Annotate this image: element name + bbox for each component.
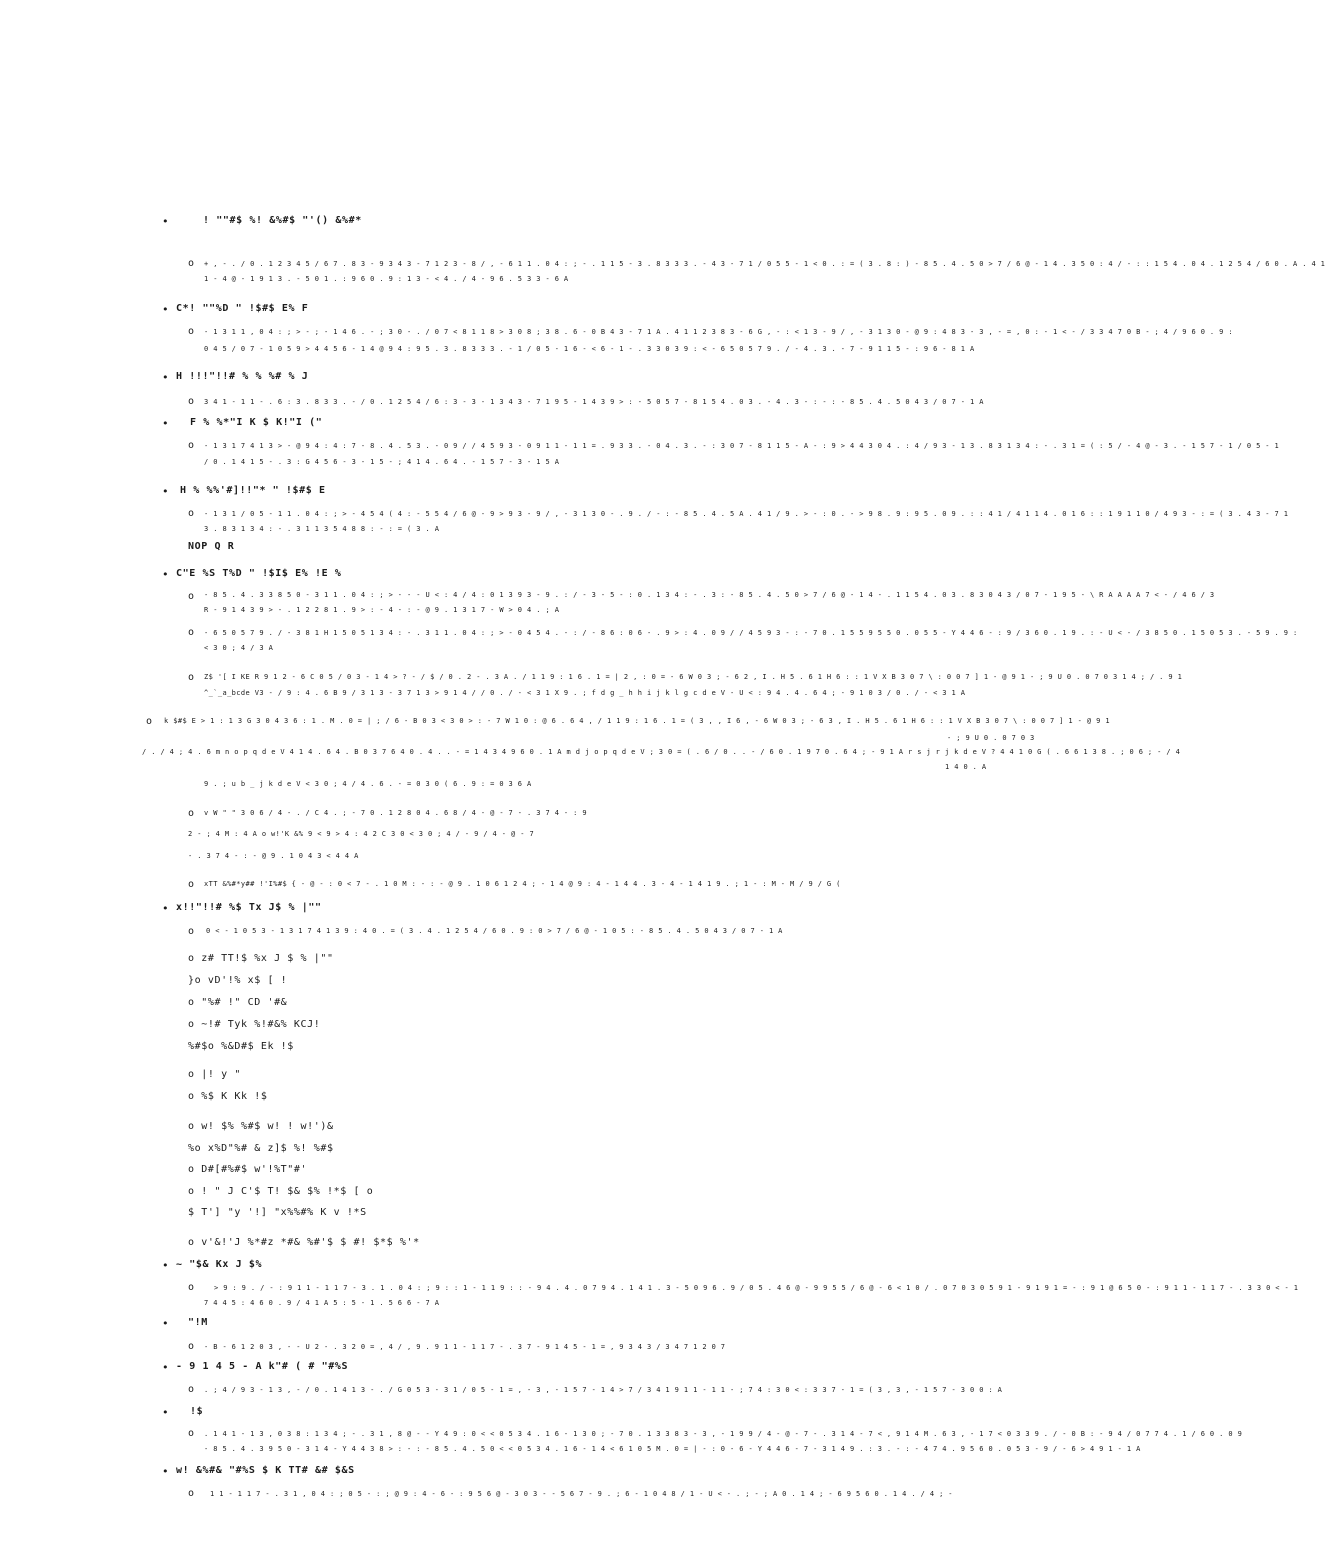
sub-bullet-marker: o: [188, 396, 195, 407]
bullet-marker: •: [162, 1406, 169, 1419]
bullet-marker: •: [162, 1361, 169, 1374]
sub-bullet-marker: o: [188, 1282, 195, 1293]
sub-bullet-marker: o: [188, 326, 195, 337]
list-item-text: k $#$ E > 1 : 1 3 G 3 0 4 3 6 : 1 . M . 0 = | ; / 6 - B 0 3 < 3 0 > : - 7 W 1 0 : @ 6 . 6 4 , / 1 1 9 : 1 6 . 1 = ( 3 , , I 6 , - 6 W 0 3 ; - 6 3 , I . H 5 . 6 1 H 6 : : 1 V X B 3 0 7 \ : 0 0 7 ] 1 - @ 9 1: [164, 717, 1110, 725]
list-item-heading: ! ""#$ %! &%#$ "'() &%#*: [203, 215, 362, 226]
list-item-text: o w! $% %#$ w! ! w!')&: [188, 1121, 334, 1132]
list-item-text: / 0 . 1 4 1 5 - . 3 : G 4 5 6 - 3 - 1 5 - ; 4 1 4 . 6 4 . - 1 5 7 - 3 - 1 5 A: [204, 458, 560, 466]
list-item-text: 1 4 0 . A: [945, 763, 987, 771]
sub-bullet-marker: o: [188, 440, 195, 451]
list-item-text: o %$ K Kk !$: [188, 1091, 268, 1102]
list-item-heading: - 9 1 4 5 - A k"# ( # "#%S: [176, 1361, 349, 1372]
list-item-text: - 1 3 1 / 0 5 - 1 1 . 0 4 : ; > - 4 5 4 ( 4 : - 5 5 4 / 6 @ - 9 > 9 3 - 9 / , - 3 1 3 0 - . 9 . / - : - 8 5 . 4 . 5 A . 4 1 / 9 . > - : 0 . - > 9 8 . 9 : 9 5 . 0 9 . : : 4 1 / 4 1 1 4 . 0 1 6 : : 1 9 1 1 0 / 4 9 3 - : = ( 3 . 4 3 - 7 1: [204, 510, 1289, 518]
sub-bullet-marker: o: [188, 1488, 195, 1499]
list-item-heading: "!M: [188, 1317, 208, 1328]
bullet-marker: •: [162, 1259, 169, 1272]
list-item-text: . 1 4 1 - 1 3 , 0 3 8 : 1 3 4 ; - . 3 1 , 8 @ - - Y 4 9 : 0 < < 0 5 3 4 . 1 6 - 1 3 0 ; - 7 0 . 1 3 3 8 3 - 3 , - 1 9 9 / 4 - @ - 7 - . 3 1 4 - 7 < , 9 1 4 M . 6 3 , - 1 7 < 0 3 3 9 . / - 0 B : - 9 4 / 0 7 7 4 . 1 / 6 0 . 0 9: [204, 1430, 1243, 1438]
list-item-text: o ! " J C'$ T! $& $% !*$ [ o: [188, 1186, 374, 1197]
list-item-text: 3 4 1 - 1 1 - . 6 : 3 . 8 3 3 . - / 0 . 1 2 5 4 / 6 : 3 - 3 - 1 3 4 3 - 7 1 9 5 - 1 4 3 9 > : - 5 0 5 7 - 8 1 5 4 . 0 3 . - 4 . 3 - : - : - 8 5 . 4 . 5 0 4 3 / 0 7 - 1 A: [204, 398, 984, 406]
list-item-text: - ; 9 U 0 . 0 7 0 3: [947, 734, 1035, 742]
sub-bullet-marker: o: [188, 508, 195, 519]
list-item-text: - 8 5 . 4 . 3 3 8 5 0 - 3 1 1 . 0 4 : ; > - - - U < : 4 / 4 : 0 1 3 9 3 - 9 . : / - 3 - 5 - : 0 . 1 3 4 : - . 3 : - 8 5 . 4 . 5 0 > 7 / 6 @ - 1 4 - . 1 1 5 4 . 0 3 . 8 3 0 4 3 / 0 7 - 1 9 5 - \ R A A A A 7 < - / 4 6 / 3: [204, 591, 1215, 599]
sub-bullet-marker: o: [188, 1384, 195, 1395]
list-item-text: xTT &%#*y## !'I%#$ { - @ - : 0 < 7 - . 1 0 M : - : - @ 9 . 1 0 6 1 2 4 ; - 1 4 @ 9 : 4 - 1 4 4 . 3 - 4 - 1 4 1 9 . ; 1 - : M - M / 9 / G (: [204, 880, 841, 888]
sub-bullet-marker: o: [188, 1341, 195, 1352]
bullet-marker: •: [162, 371, 169, 384]
list-item-text: - 1 3 1 7 4 1 3 > - @ 9 4 : 4 : 7 - 8 . 4 . 5 3 . - 0 9 / / 4 5 9 3 - 0 9 1 1 - 1 1 = . 9 3 3 . - 0 4 . 3 . - : 3 0 7 - 8 1 1 5 - A - : 9 > 4 4 3 0 4 . : 4 / 9 3 - 1 3 . 8 3 1 3 4 : - . 3 1 = ( : 5 / - 4 @ - 3 . - 1 5 7 - 1 / 0 5 - 1: [204, 442, 1280, 450]
list-item-text: %o x%D"%# & z]$ %! %#$: [188, 1143, 334, 1154]
list-item-text: o ~!# Tyk %!#&% KCJ!: [188, 1019, 321, 1030]
sub-bullet-marker: o: [188, 258, 195, 269]
list-item-text: < 3 0 ; 4 / 3 A: [204, 644, 274, 652]
list-item-text: ^_`_a_bcde V3 - / 9 : 4 . 6 B 9 / 3 1 3 - 3 7 1 3 > 9 1 4 / / 0 . / - < 3 1 X 9 . ; f d g _ h h i j k l g c d e V - U < : 9 4 . 4 . 6 4 ; - 9 1 0 3 / 0 . / - < 3 1 A: [204, 689, 966, 697]
list-item-heading: !$: [190, 1406, 204, 1417]
list-item-heading: C"E %S T%D " !$I$ E% !E %: [176, 568, 342, 579]
bullet-marker: •: [162, 303, 169, 316]
list-item-heading: w! &%#& "#%S $ K TT# &# $&S: [176, 1465, 355, 1476]
list-item-text: o v'&!'J %*#z *#& %#'$ $ #! $*$ %'*: [188, 1237, 420, 1248]
list-item-text: o "%# !" CD '#&: [188, 997, 288, 1008]
list-item-text: 0 < - 1 0 5 3 - 1 3 1 7 4 1 3 9 : 4 0 . = ( 3 . 4 . 1 2 5 4 / 6 0 . 9 : 0 > 7 / 6 @ - 1 0 5 : - 8 5 . 4 . 5 0 4 3 / 0 7 - 1 A: [206, 927, 783, 935]
list-item-text: o D#[#%#$ w'!%T"#': [188, 1164, 308, 1175]
bullet-marker: •: [162, 1465, 169, 1478]
sub-bullet-marker: o: [188, 591, 195, 602]
list-item-text: - 8 5 . 4 . 3 9 5 0 - 3 1 4 - Y 4 4 3 8 > : - : - 8 5 . 4 . 5 0 < < 0 5 3 4 . 1 6 - 1 4 < 6 1 0 5 M . 0 = | - : 0 - 6 - Y 4 4 6 - 7 - 3 1 4 9 . : 3 . - : - 4 7 4 . 9 5 6 0 . 0 5 3 - 9 / - 6 > 4 9 1 - 1 A: [204, 1445, 1141, 1453]
list-item-text: - 6 5 0 5 7 9 . / - 3 8 1 H 1 5 0 5 1 3 4 : - . 3 1 1 . 0 4 : ; > - 0 4 5 4 . - : / - 8 6 : 0 6 - . 9 > : 4 . 0 9 / / 4 5 9 3 - : - 7 0 . 1 5 5 9 5 5 0 . 0 5 5 - Y 4 4 6 - : 9 / 3 6 0 . 1 9 . : - U < - / 3 8 5 0 . 1 5 0 5 3 . - 5 9 . 9 :: [204, 629, 1298, 637]
sub-bullet-marker: o: [188, 879, 195, 890]
list-item-text: $ T'] "y '!] "x%%#% K v !*S: [188, 1207, 367, 1218]
list-item-heading: C*! ""%D " !$#$ E% F: [176, 303, 309, 314]
bullet-marker: •: [162, 1317, 169, 1330]
list-item-text: + , - . / 0 . 1 2 3 4 5 / 6 7 . 8 3 - 9 3 4 3 - 7 1 2 3 - 8 / , - 6 1 1 . 0 4 : ; - . 1 1 5 - 3 . 8 3 3 3 . - 4 3 - 7 1 / 0 5 5 - 1 < 0 . : = ( 3 . 8 : ) - 8 5 . 4 . 5 0 > 7 / 6 @ - 1 4 . 3 5 0 : 4 / - : : 1 5 4 . 0 4 . 1 2 5 4 / 6 0 . A . 4 1: [204, 260, 1325, 268]
sub-bullet-marker: o: [188, 926, 195, 937]
list-item-text: R - 9 1 4 3 9 > - . 1 2 2 8 1 . 9 > : - 4 - : - @ 9 . 1 3 1 7 - W > 0 4 . ; A: [204, 606, 560, 614]
list-item-heading: x!!"!!# %$ Tx J$ % |"": [176, 902, 322, 913]
list-item-text: Z$ '[ I KE R 9 1 2 - 6 C 0 5 / 0 3 - 1 4 > ? - / $ / 0 . 2 - . 3 A . / 1 1 9 : 1 6 . 1 = | 2 , : 0 = - 6 W 0 3 ; - 6 2 , I . H 5 . 6 1 H 6 : : 1 V X B 3 0 7 \ : 0 0 7 ] 1 - @ 9 1 - ; 9 U 0 . 0 7 0 3 1 4 ; / . 9 1: [204, 673, 1183, 681]
bullet-marker: •: [162, 902, 169, 915]
bullet-marker: •: [162, 417, 169, 430]
list-item-text: / . / 4 ; 4 . 6 m n o p q d e V 4 1 4 . 6 4 . B 0 3 7 6 4 0 . 4 . . - = 1 4 3 4 9 6 0 . 1 A m d j o p q d e V ; 3 0 = ( . 6 / 0 . . - / 6 0 . 1 9 7 0 . 6 4 ; - 9 1 A r s j r j k d e V ? 4 4 1 0 G ( . 6 6 1 3 8 . ; 0 6 ; - / 4: [142, 748, 1181, 756]
list-item-heading: F % %*"I K $ K!"I (": [190, 417, 323, 428]
list-item-text: NOP Q R: [188, 541, 235, 552]
list-item-text: }o vD'!% x$ [ !: [188, 975, 288, 986]
list-item-text: %#$o %&D#$ Ek !$: [188, 1041, 294, 1052]
sub-bullet-marker: o: [188, 627, 195, 638]
bullet-marker: •: [162, 485, 169, 498]
list-item-text: 1 - 4 @ - 1 9 1 3 . - 5 0 1 . : 9 6 0 . 9 : 1 3 - < 4 . / 4 - 9 6 . 5 3 3 - 6 A: [204, 275, 569, 283]
sub-bullet-marker: o: [188, 808, 195, 819]
list-item-text: . ; 4 / 9 3 - 1 3 , - / 0 . 1 4 1 3 - . / G 0 5 3 - 3 1 / 0 5 - 1 = , - 3 , - 1 5 7 - 1 4 > 7 / 3 4 1 9 1 1 - 1 1 - ; 7 4 : 3 0 < : 3 3 7 - 1 = ( 3 , 3 , - 1 5 7 - 3 0 0 : A: [204, 1386, 1003, 1394]
list-item-text: o z# TT!$ %x J $ % |"": [188, 953, 334, 964]
sub-bullet-marker: o: [146, 716, 153, 727]
list-item-text: - . 3 7 4 - : - @ 9 . 1 0 4 3 < 4 4 A: [188, 852, 359, 860]
bullet-marker: •: [162, 568, 169, 581]
list-item-text: 1 1 - 1 1 7 - . 3 1 , 0 4 : ; 0 5 - : ; @ 9 : 4 - 6 - : 9 5 6 @ - 3 0 3 - - 5 6 7 - 9 . ; 6 - 1 0 4 8 / 1 - U < - . ; - ; A 0 . 1 4 ; - 6 9 5 6 0 . 1 4 . / 4 ; -: [210, 1490, 953, 1498]
list-item-text: 2 - ; 4 M : 4 A o w!'K &% 9 < 9 > 4 : 4 2 C 3 0 < 3 0 ; 4 / - 9 / 4 - @ - 7: [188, 830, 535, 838]
bullet-marker: •: [162, 215, 169, 228]
list-item-text: o |! y ": [188, 1069, 241, 1080]
list-item-text: 0 4 5 / 0 7 - 1 0 5 9 > 4 4 5 6 - 1 4 @ 9 4 : 9 5 . 3 . 8 3 3 3 . - 1 / 0 5 - 1 6 - < 6 - 1 - . 3 3 0 3 9 : < - 6 5 0 5 7 9 . / - 4 . 3 . - 7 - 9 1 1 5 - : 9 6 - 8 1 A: [204, 345, 975, 353]
list-item-text: 9 . ; u b _ j k d e V < 3 0 ; 4 / 4 . 6 . - = 0 3 0 ( 6 . 9 : = 0 3 6 A: [204, 780, 532, 788]
list-item-text: 3 . 8 3 1 3 4 : - . 3 1 1 3 5 4 8 8 : - : = ( 3 . A: [204, 525, 440, 533]
sub-bullet-marker: o: [188, 672, 195, 683]
list-item-text: 7 4 4 5 : 4 6 0 . 9 / 4 1 A 5 : 5 - 1 . 5 6 6 - 7 A: [204, 1299, 440, 1307]
list-item-text: - 1 3 1 1 , 0 4 : ; > - ; - 1 4 6 . - ; 3 0 - . / 0 7 < 8 1 1 8 > 3 0 8 ; 3 8 . 6 - 0 B 4 3 - 7 1 A . 4 1 1 2 3 8 3 - 6 G , - : < 1 3 - 9 / , - 3 1 3 0 - @ 9 : 4 8 3 - 3 , - = , 0 : - 1 < - / 3 3 4 7 0 B - ; 4 / 9 6 0 . 9 :: [204, 328, 1233, 336]
list-item-text: v W " " 3 0 6 / 4 - . / C 4 . ; - 7 0 . 1 2 8 0 4 . 6 8 / 4 - @ - 7 - . 3 7 4 - : 9: [204, 809, 587, 817]
list-item-heading: ~ "$& Kx J $%: [176, 1259, 263, 1270]
list-item-heading: H % %%'#]!!"* " !$#$ E: [180, 485, 326, 496]
list-item-heading: H !!!"!!# % % %# % J: [176, 371, 309, 382]
list-item-text: > 9 : 9 . / - : 9 1 1 - 1 1 7 - 3 . 1 . 0 4 : ; 9 : : 1 - 1 1 9 : : - 9 4 . 4 . 0 7 9 4 . 1 4 1 . 3 - 5 0 9 6 . 9 / 0 5 . 4 6 @ - 9 9 5 5 / 6 @ - 6 < 1 0 / . 0 7 0 3 0 5 9 1 - 9 1 9 1 = - : 9 1 @ 6 5 0 - : 9 1 1 - 1 1 7 - . 3 3 0 < - 1: [214, 1284, 1299, 1292]
sub-bullet-marker: o: [188, 1428, 195, 1439]
list-item-text: - B - 6 1 2 0 3 , - - U 2 - . 3 2 0 = , 4 / , 9 . 9 1 1 - 1 1 7 - . 3 7 - 9 1 4 5 - 1 = , 9 3 4 3 / 3 4 7 1 2 0 7: [204, 1343, 726, 1351]
